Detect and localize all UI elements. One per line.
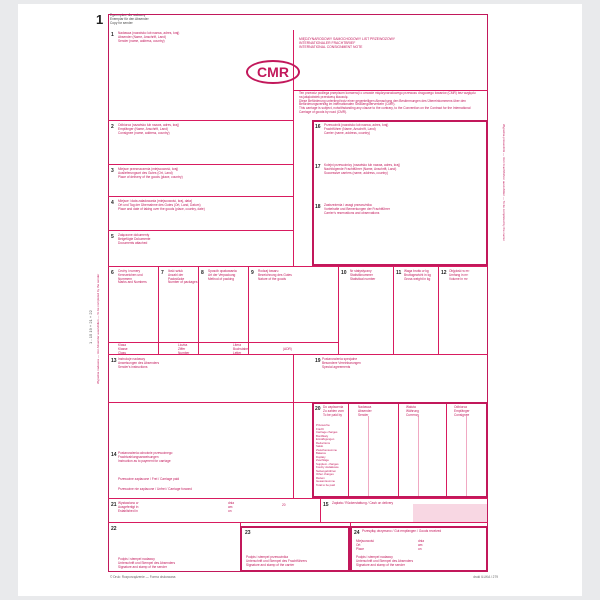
field-22-sender-signature[interactable]: Podpis i stempel nadawcy Unterschrift und Stempel des Absenders Signature and stamp of the sender bbox=[118, 557, 176, 569]
field-15-number: 15 bbox=[323, 502, 329, 508]
field-24-number: 24 bbox=[354, 530, 360, 536]
field-23-number: 23 bbox=[245, 530, 251, 536]
field-14-number: 14 bbox=[111, 452, 117, 458]
field-2-consignee[interactable]: Odbiorca (nazwisko lub nazwa, adres, kraj) Empfänger (Name, Anschrift, Land) Consignee (name, address, country) bbox=[118, 123, 179, 135]
field-21-number: 21 bbox=[111, 502, 117, 508]
field-7-number: 7 bbox=[161, 270, 164, 276]
received-place: Miejscowość Ort Place bbox=[356, 539, 375, 551]
field-8-packing[interactable]: Sposób opakowania Art der Verpackung Method of packing bbox=[208, 269, 237, 281]
field-1-number: 1 bbox=[111, 32, 114, 38]
field-17-number: 17 bbox=[315, 164, 321, 170]
field-16-number: 16 bbox=[315, 124, 321, 130]
field-23-carrier-signature[interactable]: Podpis i stempel przewoźnika Unterschrift und Stempel des Frachtführers Signature and stamp of the carrier bbox=[246, 555, 307, 567]
field-24-goods-received[interactable]: Przesyłkę otrzymano / Gut empfangen / Goods received bbox=[362, 529, 442, 533]
established-date-label: dnia am on bbox=[228, 501, 235, 513]
field-5-documents[interactable]: Załączone dokumenty Beigefügte Dokumente Documents attached bbox=[118, 233, 151, 245]
field-12-volume[interactable]: Objętość w m³ Umfang in m³ Volume in m³ bbox=[449, 269, 470, 281]
field-14-payment[interactable]: Postanowienia odnośnie przewoźnego Frachtzahlungsanweisungen Instruction as to payment for carriage bbox=[118, 451, 173, 463]
field-20-number: 20 bbox=[315, 406, 321, 412]
field-8-number: 8 bbox=[201, 270, 204, 276]
field-12-number: 12 bbox=[441, 270, 447, 276]
side-text-right: Wypełnia przewoźnik — Vom Frachtführer auszufüllen — To be completed by the carrier bbox=[502, 124, 506, 241]
head-currency: Waluta Währung Currency bbox=[406, 405, 419, 417]
field-5-number: 5 bbox=[111, 234, 114, 240]
field-19-number: 19 bbox=[315, 358, 321, 364]
field-9-number: 9 bbox=[251, 270, 254, 276]
field-3-place-of-delivery[interactable]: Miejsce przeznaczenia (miejscowość, kraj) Auslieferungsort des Gutes (Ort, Land) Place of delivery of the goods (place, country) bbox=[118, 167, 183, 179]
payment-rows: Przewoźne Fracht Carriage charges Bonifikaty Ermäßigungen Reductions Saldo Zwischensumme Balance Dopłaty Zuschläge Supplem. charges Koszty dodatkowe Nebengebühren Other charges Razem Gesamtsumme Total to be paid bbox=[316, 423, 339, 487]
received-date: dnia am on bbox=[418, 539, 425, 551]
note-convention: Ten przewóz podlega przepisom konwencji o umowie międzynarodowego przewozu drogowego towarów (CMR) bez względu na jakąkolwiek przeciwną klauzulę. Diese Beförderung unterliegt trotz einer gegenteiligen Abmachung den Bestimmungen des Übereinkommens über den Beförderungsvertrag im internationalen Straßengüterverkehr (CMR). This carriage is subject, notwithstanding any clause to the contrary, to the Convention on the Contract for the International Carriage of goods by road (CMR). bbox=[299, 91, 476, 114]
head-consignee: Odbiorca Empfänger Consignee bbox=[454, 405, 470, 417]
field-9-nature[interactable]: Rodzaj towaru Bezeichnung des Gutes Nature of the goods bbox=[258, 269, 292, 281]
field-21-established[interactable]: Wystawiono w Ausgefertigt in Established in bbox=[118, 501, 139, 513]
established-year: 20 bbox=[282, 503, 286, 507]
head-sender: Nadawca Absender Sender bbox=[358, 405, 372, 417]
side-numbers: 1 - 15 19 + 21 + 22 bbox=[88, 310, 93, 344]
footer-right: druki ILUKA / 279 bbox=[473, 575, 498, 579]
field-7-packages[interactable]: Ilość sztuk Anzahl der Packstücke Number of packages bbox=[168, 269, 198, 285]
field-17-successive-carriers[interactable]: Kolejni przewoźnicy (nazwisko lub nazwa, adres, kraj) Nachfolgende Frachtführer (Name, Anschrift, Land) Successive carriers (name, address, country) bbox=[324, 163, 401, 175]
copy-label: Egzemplarz dla nadawcy Exemplar für den Absender Copy for sender bbox=[110, 13, 149, 25]
adr-label: (ADR) bbox=[283, 347, 292, 351]
adr-class: Klasa Klasse Class bbox=[118, 343, 128, 355]
side-text-left: Wypełnia nadawca — Von Absender auszufüllen — To be completed by the sender bbox=[96, 273, 100, 384]
field-18-number: 18 bbox=[315, 204, 321, 210]
field-10-number: 10 bbox=[341, 270, 347, 276]
received-signature-label: Podpis i stempel nadawcy Unterschrift und Stempel des Absenders Signature and stamp of the sender bbox=[356, 555, 414, 567]
field-13-instructions[interactable]: Instrukcje nadawcy Anweisungen des Absenders Sender's instructions bbox=[118, 357, 160, 369]
field-20-to-be-paid: Do zapłacenia Zu zahlen vom To be paid by bbox=[323, 405, 344, 417]
cmr-sheet bbox=[18, 4, 582, 596]
footer-left: © Druk: Rozporządzenie — Forma drukowana bbox=[110, 575, 176, 579]
field-13-number: 13 bbox=[111, 358, 117, 364]
field-18-reservations[interactable]: Zastrzeżenia i uwagi przewoźnika Vorbehalte und Bemerkungen der Frachtführer Carrier's reservations and observations bbox=[324, 203, 390, 215]
field-15-cod[interactable]: Zapłata / Rückerstattung / Cash on delivery bbox=[332, 501, 394, 505]
field-6-marks[interactable]: Cechy i numery Kennzeichen und Nummern Marks and Numbers bbox=[118, 269, 147, 285]
cmr-logo: CMR bbox=[246, 60, 300, 84]
field-11-weight[interactable]: Waga brutto w kg Bruttogewicht in kg Gross weight in kg bbox=[404, 269, 431, 281]
cash-on-delivery-shade bbox=[413, 504, 487, 522]
field-11-number: 11 bbox=[396, 270, 402, 276]
carrier-bold-box bbox=[312, 120, 488, 266]
field-1-sender[interactable]: Nadawca (nazwisko lub nazwa, adres, kraj) Absender (Name, Anschrift, Land) Sender (name, address, country) bbox=[118, 31, 180, 43]
field-10-statistical[interactable]: Nr statystyczny Statistiknummer Statistical number bbox=[350, 269, 376, 281]
carriage-paid-option[interactable]: Przewoźne zapłacone / Frei / Carriage paid bbox=[118, 477, 180, 481]
field-22-number: 22 bbox=[111, 526, 117, 532]
adr-number: Liczba Ziffer Number bbox=[178, 343, 190, 355]
field-3-number: 3 bbox=[111, 168, 114, 174]
field-4-number: 4 bbox=[111, 200, 114, 206]
field-4-place-date-loading[interactable]: Miejsce i data załadowania (miejscowość, kraj, data) Ort und Tag der Übernahme des Gutes (Ort, Land, Datum) Place and date of taking over the goods (place, country, date) bbox=[118, 199, 205, 211]
field-6-number: 6 bbox=[111, 270, 114, 276]
field-2-number: 2 bbox=[111, 124, 114, 130]
header-title: MIĘDZYNARODOWY SAMOCHODOWY LIST PRZEWOZOWY INTERNATIONALER FRACHTBRIEF INTERNATIONAL CONSIGNMENT NOTE bbox=[299, 37, 396, 49]
field-19-special[interactable]: Postanowienia specjalne Besondere Vereinbarungen Special agreements bbox=[322, 357, 361, 369]
copy-number: 1 bbox=[96, 12, 104, 27]
adr-letter: Litera Buchstabe Letter bbox=[233, 343, 249, 355]
field-16-carrier[interactable]: Przewoźnik (nazwisko lub nazwa, adres, kraj) Frachtführer (Name, Anschrift, Land) Carrier (name, address, country) bbox=[324, 123, 389, 135]
carriage-forward-option[interactable]: Przewoźne nie zapłacone / Unfrei / Carriage forward bbox=[118, 487, 192, 491]
